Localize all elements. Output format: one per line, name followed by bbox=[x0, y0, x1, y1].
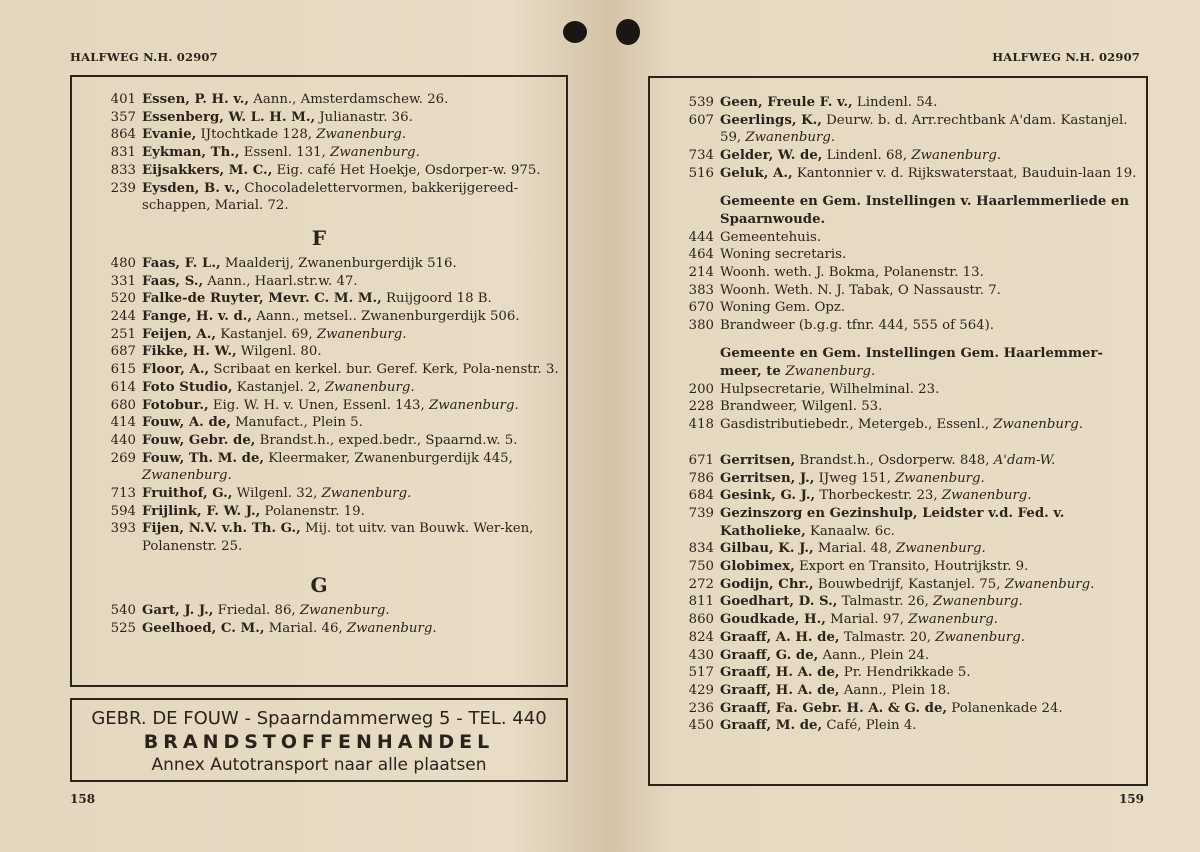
entry-address: Marial. 97, bbox=[825, 612, 909, 628]
entry-name: Gelder, W. de, bbox=[720, 148, 823, 164]
phone-number: 236 bbox=[688, 700, 714, 716]
entry-name: Fruithof, G., bbox=[142, 486, 233, 502]
phone-number: 251 bbox=[110, 326, 136, 342]
list-item bbox=[72, 520, 566, 555]
entry-text bbox=[720, 682, 1146, 700]
entry-address: Kantonnier v. d. Rijkswaterstaat, Bauduin-laan 19. bbox=[792, 165, 1137, 181]
entry-text bbox=[720, 416, 1146, 434]
entry-text bbox=[720, 700, 1146, 718]
list-item bbox=[72, 602, 566, 620]
phone-number: 418 bbox=[688, 417, 714, 433]
entry-name: Graaff, A. H. de, bbox=[720, 629, 840, 645]
phone-number: 244 bbox=[110, 309, 136, 325]
phone-number: 239 bbox=[110, 180, 136, 196]
entry-address: Woonh. Weth. N. J. Tabak, O Nassaustr. 7. bbox=[720, 282, 1001, 298]
entry-address: Manufact., Plein 5. bbox=[230, 415, 363, 431]
entry-text bbox=[720, 112, 1146, 147]
phone-number: 228 bbox=[688, 399, 714, 415]
entries-block bbox=[72, 91, 566, 637]
entry-address: Lindenl. 54. bbox=[852, 95, 938, 110]
entry-text bbox=[142, 450, 566, 485]
entry-text bbox=[142, 361, 566, 379]
entry-text bbox=[142, 91, 566, 109]
list-item bbox=[650, 717, 1146, 735]
phone-number: 831 bbox=[110, 145, 136, 161]
phone-number: 540 bbox=[110, 602, 136, 618]
list-item bbox=[72, 485, 566, 503]
entry-place: Zwanenburg. bbox=[908, 612, 998, 628]
entry-name: Gerritsen, bbox=[720, 452, 796, 468]
entry-name: Eijsakkers, M. C., bbox=[142, 162, 273, 178]
entry-address: Chocoladelettervormen, bakkerijgereed-schappen, Marial. 72. bbox=[142, 180, 519, 214]
entry-text bbox=[720, 505, 1146, 540]
list-item bbox=[650, 147, 1146, 165]
list-item bbox=[72, 620, 566, 638]
entry-text bbox=[720, 282, 1146, 300]
phone-number: 833 bbox=[110, 162, 136, 178]
entry-address: Scribaat en kerkel. bur. Geref. Kerk, Pola-nenstr. 3. bbox=[209, 362, 559, 378]
entry-text bbox=[142, 602, 566, 620]
advertisement bbox=[70, 698, 568, 782]
entry-address: Maalderij, Zwanenburgerdijk 516. bbox=[220, 255, 457, 271]
entry-text bbox=[720, 398, 1146, 416]
entry-address: Kanaalw. 6c. bbox=[805, 523, 895, 539]
entry-text bbox=[720, 664, 1146, 682]
entry-place: Zwanenburg. bbox=[941, 488, 1032, 504]
phone-number: 401 bbox=[110, 92, 136, 107]
entry-place: Zwanenburg. bbox=[324, 379, 415, 395]
entry-address: Kastanjel. 69, bbox=[216, 326, 317, 342]
entry-place: Zwanenburg. bbox=[321, 486, 412, 502]
phone-number: 680 bbox=[110, 397, 136, 413]
entry-name: Evanie, bbox=[142, 127, 197, 143]
phone-number: 516 bbox=[688, 165, 714, 181]
entry-text bbox=[720, 487, 1146, 505]
entry-text bbox=[720, 94, 1146, 112]
entry-text bbox=[142, 273, 566, 291]
list-item bbox=[72, 109, 566, 127]
entry-place: Zwanenburg. bbox=[911, 148, 1002, 164]
list-item bbox=[650, 112, 1146, 147]
entry-text bbox=[142, 126, 566, 144]
phone-number: 331 bbox=[110, 273, 136, 289]
entry-name: Essen, P. H. v., bbox=[142, 92, 250, 107]
phone-number: 429 bbox=[688, 682, 714, 698]
entry-text bbox=[142, 162, 566, 180]
list-item bbox=[72, 450, 566, 485]
phone-number: 517 bbox=[688, 665, 714, 681]
entry-address: Eig. café Het Hoekje, Osdorper-w. 975. bbox=[272, 162, 541, 178]
entry-address: Eig. W. H. v. Unen, Essenl. 143, bbox=[208, 397, 429, 413]
entry-place: Zwanenburg. bbox=[745, 130, 836, 146]
entry-address: Marial. 46, bbox=[264, 620, 347, 636]
entry-text bbox=[142, 109, 566, 127]
entry-text bbox=[142, 520, 566, 555]
entry-place: Zwanenburg. bbox=[933, 594, 1023, 610]
phone-number: 786 bbox=[688, 470, 714, 486]
phone-number: 750 bbox=[688, 559, 714, 575]
entry-name: Geen, Freule F. v., bbox=[720, 95, 853, 110]
entry-address: Friedal. 86, bbox=[213, 602, 300, 618]
entry-address: Polanenkade 24. bbox=[947, 700, 1063, 716]
entry-address: Woning Gem. Opz. bbox=[720, 300, 846, 316]
list-item bbox=[72, 126, 566, 144]
ad-line-1: GEBR. DE FOUW - Spaarndammerweg 5 - TEL. 440 bbox=[91, 708, 547, 729]
list-item bbox=[650, 299, 1146, 317]
phone-number: 811 bbox=[688, 594, 714, 610]
entry-place: Zwanenburg. bbox=[1004, 576, 1095, 592]
entry-name: Gilbau, K. J., bbox=[720, 541, 814, 557]
entry-place: Zwanenburg. bbox=[428, 397, 519, 413]
list-item bbox=[650, 647, 1146, 665]
list-item bbox=[72, 503, 566, 521]
phone-number: 414 bbox=[110, 415, 136, 431]
phone-number: 525 bbox=[110, 620, 136, 636]
entry-address: Brandst.h., Osdorperw. 848, bbox=[795, 452, 994, 468]
list-item bbox=[72, 255, 566, 273]
letter-heading-f: F bbox=[311, 225, 327, 250]
entry-address: Essenl. 131, bbox=[239, 145, 331, 161]
entry-address: Bouwbedrijf, Kastanjel. 75, bbox=[813, 576, 1005, 592]
entry-address: Café, Plein 4. bbox=[822, 718, 917, 734]
phone-number: 824 bbox=[688, 629, 714, 645]
entry-text bbox=[142, 290, 566, 308]
entry-name: Fikke, H. W., bbox=[142, 344, 237, 360]
entry-name: Geerlings, K., bbox=[720, 112, 822, 128]
list-item bbox=[650, 229, 1146, 247]
entry-text bbox=[720, 629, 1146, 647]
entry-name: Geluk, A., bbox=[720, 165, 793, 181]
entry-name: Gesink, G. J., bbox=[720, 488, 816, 504]
entry-name: Graaff, G. de, bbox=[720, 647, 819, 663]
entry-name: Eykman, Th., bbox=[142, 145, 240, 161]
entry-text bbox=[720, 593, 1146, 611]
phone-number: 614 bbox=[110, 379, 136, 395]
phone-number: 860 bbox=[688, 612, 714, 628]
entry-address: Deurw. b. d. Arr.rechtbank A'dam. Kastanjel. 59, bbox=[720, 112, 1128, 146]
list-item bbox=[72, 308, 566, 326]
entry-place: Zwanenburg. bbox=[299, 602, 390, 618]
section-heading-haarlemmerliede: Gemeente en Gem. Instellingen v. Haarlemmerliede en Spaarnwoude. bbox=[720, 193, 1130, 227]
list-item bbox=[650, 416, 1146, 434]
phone-number: 539 bbox=[688, 95, 714, 110]
list-item bbox=[650, 505, 1146, 540]
phone-number: 615 bbox=[110, 362, 136, 378]
entry-text bbox=[142, 255, 566, 273]
phone-number: 594 bbox=[110, 503, 136, 519]
entry-place: Zwanenburg. bbox=[330, 145, 420, 161]
entry-text bbox=[720, 229, 1146, 247]
entry-text bbox=[720, 540, 1146, 558]
entry-place: Zwanenburg. bbox=[316, 326, 407, 342]
list-item bbox=[650, 398, 1146, 416]
entry-address: IJtochtkade 128, bbox=[196, 127, 317, 143]
phone-number: 864 bbox=[110, 127, 136, 143]
list-item bbox=[72, 432, 566, 450]
list-item bbox=[650, 558, 1146, 576]
entry-name: Fange, H. v. d., bbox=[142, 309, 253, 325]
entry-address: Wilgenl. 80. bbox=[236, 344, 322, 360]
entry-address: Kleermaker, Zwanenburgerdijk 445, bbox=[264, 450, 513, 466]
entry-text bbox=[720, 299, 1146, 317]
list-item bbox=[650, 487, 1146, 505]
entries-geen bbox=[650, 94, 1146, 183]
entry-name: Faas, F. L., bbox=[142, 255, 221, 271]
punch-hole-icon bbox=[563, 21, 587, 43]
entry-address: Woonh. weth. J. Bokma, Polanenstr. 13. bbox=[720, 264, 984, 280]
entry-name: Essenberg, W. L. H. M., bbox=[142, 109, 316, 125]
entry-address: Wilgenl. 32, bbox=[232, 486, 322, 502]
entry-text bbox=[142, 414, 566, 432]
list-item bbox=[650, 629, 1146, 647]
phone-number: 671 bbox=[688, 452, 714, 468]
phone-number: 440 bbox=[110, 432, 136, 448]
entry-name: Goedhart, D. S., bbox=[720, 594, 838, 610]
entry-address: Talmastr. 20, bbox=[839, 629, 936, 645]
list-item bbox=[650, 470, 1146, 488]
entry-place: Zwanenburg. bbox=[935, 629, 1025, 645]
entry-text bbox=[142, 343, 566, 361]
entry-name: Fouw, Gebr. de, bbox=[142, 432, 256, 448]
entries-gerritsen bbox=[650, 452, 1146, 735]
entries-haarlemmerliede bbox=[650, 229, 1146, 335]
entry-name: Godijn, Chr., bbox=[720, 576, 814, 592]
phone-number: 684 bbox=[688, 488, 714, 504]
list-item bbox=[650, 611, 1146, 629]
entry-address: Thorbeckestr. 23, bbox=[815, 488, 942, 504]
entry-address: Aann., Haarl.str.w. 47. bbox=[203, 273, 358, 289]
entry-address: Lindenl. 68, bbox=[822, 148, 912, 164]
entry-name: Feijen, A., bbox=[142, 326, 216, 342]
entries-f bbox=[72, 255, 566, 556]
phone-number: 383 bbox=[688, 282, 714, 298]
phone-number: 734 bbox=[688, 148, 714, 164]
ad-line-2: BRANDSTOFFENHANDEL bbox=[143, 731, 495, 753]
entry-place: Zwanenburg. bbox=[895, 470, 985, 486]
letter-heading-g: G bbox=[310, 572, 328, 597]
phone-number: 607 bbox=[688, 112, 714, 128]
list-item bbox=[650, 381, 1146, 399]
entry-place: Zwanenburg. bbox=[896, 541, 986, 557]
entry-name: Frijlink, F. W. J., bbox=[142, 503, 261, 519]
entry-text bbox=[142, 180, 566, 215]
entry-place: Zwanenburg. bbox=[142, 468, 232, 484]
entry-name: Falke-de Ruyter, Mevr. C. M. M., bbox=[142, 291, 382, 307]
entry-name: Graaff, H. A. de, bbox=[720, 682, 840, 698]
entry-address: Aann., Plein 24. bbox=[818, 647, 930, 663]
punch-hole-icon bbox=[616, 19, 640, 45]
entry-name: Fijen, N.V. v.h. Th. G., bbox=[142, 521, 301, 537]
entry-address: Aann., metsel.. Zwanenburgerdijk 506. bbox=[252, 309, 520, 325]
entry-name: Graaff, Fa. Gebr. H. A. & G. de, bbox=[720, 700, 948, 716]
running-header: HALFWEG N.H. 02907 bbox=[70, 50, 218, 64]
list-item bbox=[72, 397, 566, 415]
entry-address: Marial. 48, bbox=[813, 541, 897, 557]
entry-address: Brandweer, Wilgenl. 53. bbox=[720, 399, 883, 415]
entry-place: A'dam-W. bbox=[993, 452, 1056, 468]
entry-text bbox=[720, 317, 1146, 335]
phone-number: 272 bbox=[688, 576, 714, 592]
list-item bbox=[72, 162, 566, 180]
phone-number: 520 bbox=[110, 291, 136, 307]
entry-text bbox=[720, 452, 1146, 470]
entry-text bbox=[142, 379, 566, 397]
entry-text bbox=[720, 558, 1146, 576]
entry-text bbox=[142, 485, 566, 503]
entry-text bbox=[142, 620, 566, 638]
list-item bbox=[72, 343, 566, 361]
list-item bbox=[650, 664, 1146, 682]
phone-number: 357 bbox=[110, 109, 136, 125]
list-item bbox=[72, 379, 566, 397]
list-item bbox=[72, 180, 566, 215]
entry-name: Foto Studio, bbox=[142, 379, 233, 395]
entry-address: Talmastr. 26, bbox=[837, 594, 934, 610]
entry-name: Gart, J. J., bbox=[142, 602, 214, 618]
entry-text bbox=[142, 144, 566, 162]
entry-name: Globimex, bbox=[720, 559, 795, 575]
entry-text bbox=[142, 326, 566, 344]
list-item bbox=[650, 452, 1146, 470]
entry-text bbox=[720, 147, 1146, 165]
phone-number: 450 bbox=[688, 718, 714, 734]
page-number: 159 bbox=[1118, 792, 1144, 806]
entry-address: Polanenstr. 19. bbox=[260, 503, 365, 519]
entry-name: Fouw, A. de, bbox=[142, 415, 231, 431]
entry-address: Aann., Amsterdamschew. 26. bbox=[249, 92, 449, 107]
phone-number: 380 bbox=[688, 318, 714, 334]
entry-address: Kastanjel. 2, bbox=[232, 379, 325, 395]
entry-address: IJweg 151, bbox=[814, 470, 896, 486]
phone-number: 687 bbox=[110, 344, 136, 360]
entry-text bbox=[142, 397, 566, 415]
entry-text bbox=[142, 308, 566, 326]
list-item bbox=[72, 273, 566, 291]
entry-text bbox=[720, 647, 1146, 665]
list-item bbox=[650, 540, 1146, 558]
entry-text bbox=[720, 381, 1146, 399]
phone-number: 670 bbox=[688, 300, 714, 316]
list-item bbox=[72, 144, 566, 162]
entry-name: Fouw, Th. M. de, bbox=[142, 450, 265, 466]
entry-name: Gezinszorg en Gezinshulp, Leidster v.d. Fed. v. Katholieke, bbox=[720, 505, 1065, 539]
entry-place: Zwanenburg. bbox=[316, 127, 406, 143]
entry-text bbox=[720, 246, 1146, 264]
entry-name: Graaff, M. de, bbox=[720, 718, 823, 734]
phone-number: 739 bbox=[688, 505, 714, 521]
entry-address: Brandst.h., exped.bedr., Spaarnd.w. 5. bbox=[255, 432, 518, 448]
entries-block bbox=[650, 94, 1146, 735]
list-item bbox=[650, 246, 1146, 264]
entry-text bbox=[142, 432, 566, 450]
phone-number: 444 bbox=[688, 229, 714, 245]
listing-frame bbox=[70, 75, 568, 687]
entry-text bbox=[720, 576, 1146, 594]
list-item bbox=[72, 326, 566, 344]
phone-number: 200 bbox=[688, 381, 714, 397]
list-item bbox=[650, 576, 1146, 594]
list-item bbox=[650, 94, 1146, 112]
list-item bbox=[650, 165, 1146, 183]
list-item bbox=[72, 414, 566, 432]
entry-address: Pr. Hendrikkade 5. bbox=[839, 665, 971, 681]
listing-frame bbox=[648, 76, 1148, 786]
list-item bbox=[72, 290, 566, 308]
entry-text bbox=[142, 503, 566, 521]
phone-number: 480 bbox=[110, 255, 136, 271]
entry-address: Export en Transito, Houtrijkstr. 9. bbox=[794, 559, 1029, 575]
list-item bbox=[650, 317, 1146, 335]
right-page bbox=[604, 0, 1200, 852]
phone-number: 464 bbox=[688, 247, 714, 263]
entry-text bbox=[720, 264, 1146, 282]
entry-text bbox=[720, 717, 1146, 735]
section-heading-haarlemmermeer: Gemeente en Gem. Instellingen Gem. Haarlemmer-meer, te Zwanenburg. bbox=[720, 345, 1104, 379]
list-item bbox=[650, 282, 1146, 300]
entry-address: Aann., Plein 18. bbox=[839, 682, 951, 698]
entries-g bbox=[72, 602, 566, 637]
entry-address: Gemeentehuis. bbox=[720, 229, 822, 245]
entry-name: Goudkade, H., bbox=[720, 612, 826, 628]
phone-number: 430 bbox=[688, 647, 714, 663]
phone-number: 393 bbox=[110, 521, 136, 537]
ad-line-3: Annex Autotransport naar alle plaatsen bbox=[151, 755, 487, 775]
entry-name: Eysden, B. v., bbox=[142, 180, 241, 196]
page-number: 158 bbox=[70, 792, 96, 806]
phone-number: 834 bbox=[688, 541, 714, 557]
entries-haarlemmermeer bbox=[650, 381, 1146, 434]
phone-number: 269 bbox=[110, 450, 136, 466]
entry-name: Graaff, H. A. de, bbox=[720, 665, 840, 681]
phone-number: 713 bbox=[110, 486, 136, 502]
entry-name: Fotobur., bbox=[142, 397, 209, 413]
list-item bbox=[72, 361, 566, 379]
list-item bbox=[72, 91, 566, 109]
entry-address: Brandweer (b.g.g. tfnr. 444, 555 of 564). bbox=[720, 318, 995, 334]
running-header: HALFWEG N.H. 02907 bbox=[992, 50, 1140, 64]
entry-name: Geelhoed, C. M., bbox=[142, 620, 265, 636]
entry-text bbox=[720, 611, 1146, 629]
phone-number: 214 bbox=[688, 264, 714, 280]
entry-name: Floor, A., bbox=[142, 362, 210, 378]
entry-place: Zwanenburg. bbox=[993, 417, 1083, 433]
entries-e bbox=[72, 91, 566, 215]
list-item bbox=[650, 264, 1146, 282]
entry-address: Mij. tot uitv. van Bouwk. Wer-ken, Polanenstr. 25. bbox=[142, 521, 534, 555]
entry-text bbox=[720, 470, 1146, 488]
entry-name: Gerritsen, J., bbox=[720, 470, 815, 486]
list-item bbox=[650, 593, 1146, 611]
list-item bbox=[650, 700, 1146, 718]
entry-address: Woning secretaris. bbox=[720, 247, 847, 263]
entry-name: Faas, S., bbox=[142, 273, 204, 289]
entry-address: Hulpsecretarie, Wilhelminal. 23. bbox=[720, 381, 940, 397]
entry-address: Julianastr. 36. bbox=[315, 109, 413, 125]
entry-address: Gasdistributiebedr., Metergeb., Essenl., bbox=[720, 417, 994, 433]
entry-address: Ruijgoord 18 B. bbox=[381, 291, 492, 307]
entry-text bbox=[720, 165, 1146, 183]
list-item bbox=[650, 682, 1146, 700]
entry-place: Zwanenburg. bbox=[346, 620, 437, 636]
